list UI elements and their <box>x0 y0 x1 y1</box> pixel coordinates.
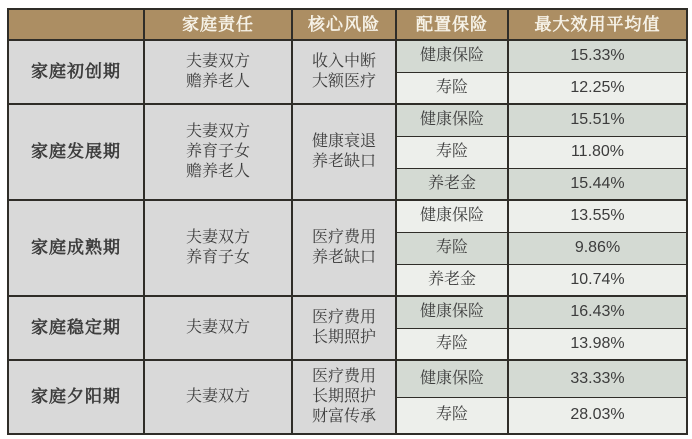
table-row <box>8 360 687 397</box>
table-row <box>8 200 687 232</box>
utility-value-cell: 15.51% <box>508 104 687 136</box>
risk-cell <box>292 200 396 296</box>
utility-value-cell: 11.80% <box>508 136 687 168</box>
insurance-type-cell: 健康保险 <box>396 360 508 397</box>
utility-value-cell: 15.44% <box>508 168 687 200</box>
insurance-type-cell: 养老金 <box>396 264 508 296</box>
table-row <box>8 104 687 136</box>
utility-value-cell: 16.43% <box>508 296 687 328</box>
cell-text-line: 夫妻双方 <box>185 319 250 336</box>
cell-text-line: 赡养老人 <box>185 163 250 180</box>
stage-cell: 家庭初创期 <box>8 40 144 104</box>
column-header-responsibility: 家庭责任 <box>144 9 292 40</box>
stage-cell: 家庭成熟期 <box>8 200 144 296</box>
stage-cell: 家庭稳定期 <box>8 296 144 360</box>
utility-value-cell: 13.98% <box>508 328 687 360</box>
cell-text-line: 健康衰退 <box>311 133 376 150</box>
insurance-type-cell: 寿险 <box>396 397 508 434</box>
header-row <box>8 9 687 40</box>
cell-text-line: 收入中断 <box>311 53 376 70</box>
column-header-risk: 核心风险 <box>292 9 396 40</box>
column-header-utility: 最大效用平均值 <box>508 9 687 40</box>
insurance-type-cell: 健康保险 <box>396 40 508 72</box>
insurance-type-cell: 健康保险 <box>396 104 508 136</box>
risk-cell <box>292 40 396 104</box>
insurance-type-cell: 寿险 <box>396 232 508 264</box>
responsibility-cell <box>144 360 292 434</box>
stage-cell: 家庭夕阳期 <box>8 360 144 434</box>
column-header-stage <box>8 9 144 40</box>
cell-text-line: 养老缺口 <box>311 249 376 266</box>
column-header-insurance: 配置保险 <box>396 9 508 40</box>
cell-text-line: 长期照护 <box>311 329 376 346</box>
risk-cell <box>292 104 396 200</box>
utility-value-cell: 13.55% <box>508 200 687 232</box>
cell-text-line: 大额医疗 <box>311 73 376 90</box>
utility-value-cell: 10.74% <box>508 264 687 296</box>
utility-value-cell: 15.33% <box>508 40 687 72</box>
family-insurance-utility-table <box>7 8 688 435</box>
insurance-type-cell: 健康保险 <box>396 296 508 328</box>
cell-text-line: 养育子女 <box>185 143 250 160</box>
insurance-type-cell: 健康保险 <box>396 200 508 232</box>
stage-cell: 家庭发展期 <box>8 104 144 200</box>
insurance-type-cell: 寿险 <box>396 72 508 104</box>
cell-text-line: 长期照护 <box>311 388 376 405</box>
insurance-type-cell: 养老金 <box>396 168 508 200</box>
insurance-type-cell: 寿险 <box>396 328 508 360</box>
utility-value-cell: 28.03% <box>508 397 687 434</box>
cell-text-line: 夫妻双方 <box>185 53 250 70</box>
risk-cell <box>292 296 396 360</box>
utility-value-cell: 33.33% <box>508 360 687 397</box>
cell-text-line: 医疗费用 <box>311 368 376 385</box>
responsibility-cell <box>144 296 292 360</box>
cell-text-line: 医疗费用 <box>311 229 376 246</box>
responsibility-cell <box>144 40 292 104</box>
cell-text-line: 养育子女 <box>185 249 250 266</box>
responsibility-cell <box>144 104 292 200</box>
table-row <box>8 40 687 72</box>
cell-text-line: 夫妻双方 <box>185 229 250 246</box>
responsibility-cell <box>144 200 292 296</box>
risk-cell <box>292 360 396 434</box>
cell-text-line: 养老缺口 <box>311 153 376 170</box>
utility-value-cell: 12.25% <box>508 72 687 104</box>
insurance-type-cell: 寿险 <box>396 136 508 168</box>
utility-value-cell: 9.86% <box>508 232 687 264</box>
cell-text-line: 财富传承 <box>311 408 376 425</box>
cell-text-line: 医疗费用 <box>311 309 376 326</box>
cell-text-line: 夫妻双方 <box>185 123 250 140</box>
cell-text-line: 赡养老人 <box>185 73 250 90</box>
cell-text-line: 夫妻双方 <box>185 388 250 405</box>
table-row <box>8 296 687 328</box>
